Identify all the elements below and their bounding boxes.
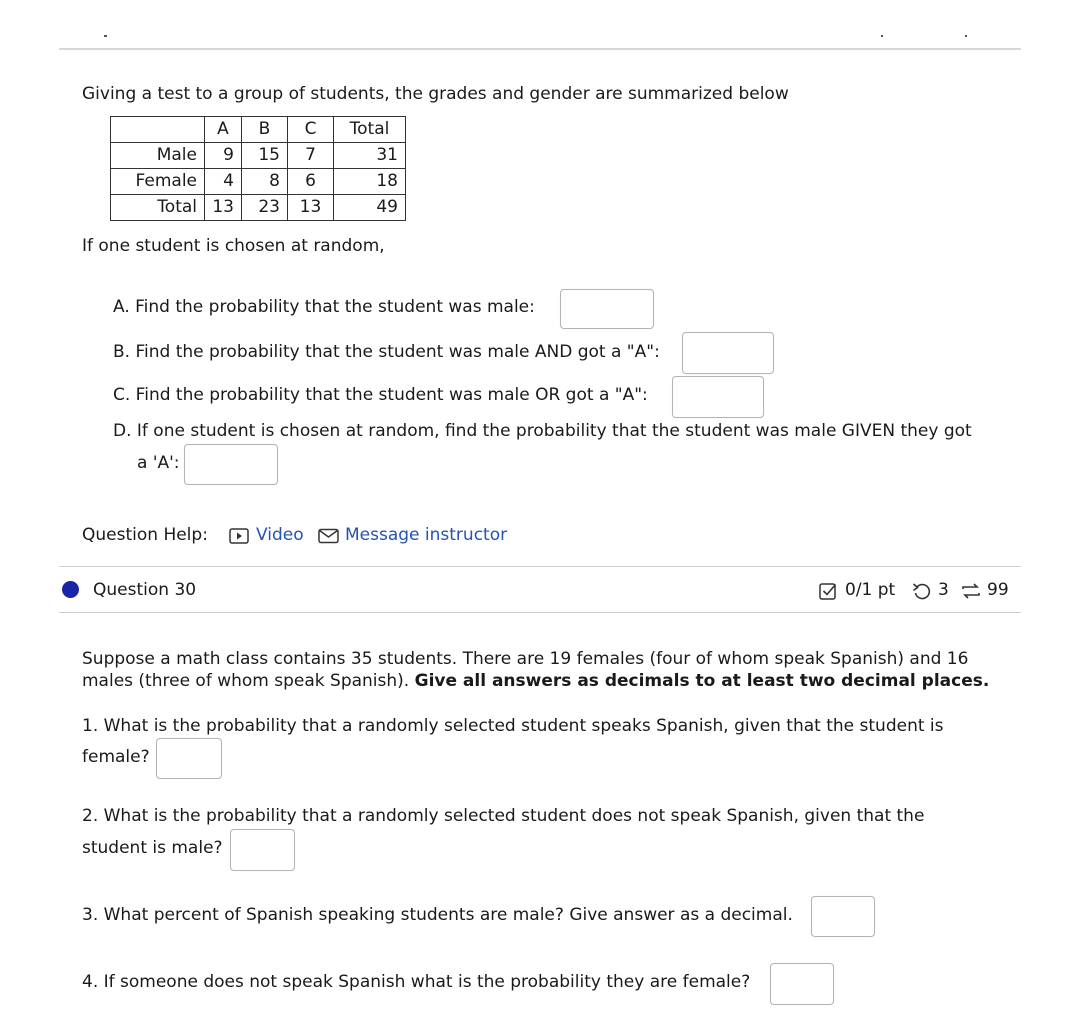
envelope-icon: [318, 528, 339, 544]
table-cell: A: [205, 117, 242, 143]
table-cell: 9: [205, 143, 242, 169]
table-cell: 13: [288, 195, 334, 221]
q1-line1: 1. What is the probability that a randomly selected student speaks Spanish, given that the student is: [82, 716, 944, 736]
top-artifact: [104, 35, 107, 37]
message-instructor-link[interactable]: Message instructor: [345, 525, 508, 545]
part-b-answer-input[interactable]: [682, 332, 774, 374]
part-c-label: C. Find the probability that the student was male OR got a "A":: [113, 385, 648, 405]
q30-intro-line2: [82, 671, 989, 691]
question-title: Question 30: [93, 580, 197, 600]
table-cell: C: [288, 117, 334, 143]
top-divider: [59, 48, 1021, 50]
grades-table: [110, 116, 406, 221]
table-cell: 8: [242, 169, 288, 195]
table-cell: B: [242, 117, 288, 143]
part-b-label: B. Find the probability that the student was male AND got a "A":: [113, 342, 660, 362]
table-row: [111, 195, 406, 221]
part-d-label-line2: a 'A':: [137, 453, 180, 473]
attempts-count: 3: [938, 580, 949, 600]
top-artifact: [965, 35, 967, 37]
part-a-label: A. Find the probability that the student was male:: [113, 297, 535, 317]
video-link[interactable]: Video: [256, 525, 304, 545]
q1-line2: female?: [82, 747, 150, 767]
part-d-answer-input[interactable]: [184, 444, 278, 485]
question-help-label: Question Help:: [82, 525, 208, 545]
part-c-answer-input[interactable]: [672, 376, 764, 418]
table-cell: 6: [288, 169, 334, 195]
q4-text: 4. If someone does not speak Spanish what is the probability they are female?: [82, 972, 751, 992]
table-cell: 13: [205, 195, 242, 221]
table-cell: 15: [242, 143, 288, 169]
table-cell: Female: [111, 169, 205, 195]
table-cell: Total: [111, 195, 205, 221]
question-header-divider: [59, 612, 1021, 613]
question-status-icon: [62, 581, 79, 598]
q3-answer-input[interactable]: [811, 896, 875, 937]
q2-answer-input[interactable]: [230, 829, 295, 871]
play-icon: [229, 528, 249, 544]
table-cell: Total: [334, 117, 406, 143]
table-cell: 31: [334, 143, 406, 169]
table-header-row: [111, 117, 406, 143]
q4-answer-input[interactable]: [770, 963, 834, 1005]
table-cell: Male: [111, 143, 205, 169]
q2-line1: 2. What is the probability that a randomly selected student does not speak Spanish, given that the: [82, 806, 925, 826]
table-cell: 4: [205, 169, 242, 195]
top-artifact: [881, 35, 883, 37]
problem-intro: Giving a test to a group of students, the grades and gender are summarized below: [82, 84, 789, 104]
table-cell: [111, 117, 205, 143]
q2-line2: student is male?: [82, 838, 223, 858]
table-row: [111, 169, 406, 195]
submissions-count: 99: [987, 580, 1009, 600]
table-row: [111, 143, 406, 169]
q3-text: 3. What percent of Spanish speaking students are male? Give answer as a decimal.: [82, 905, 793, 925]
part-a-answer-input[interactable]: [560, 289, 654, 329]
q30-intro-line1: Suppose a math class contains 35 students. There are 19 females (four of whom speak Spanish) and 16: [82, 649, 969, 669]
question-divider: [59, 566, 1021, 567]
table-cell: 7: [288, 143, 334, 169]
table-cell: 49: [334, 195, 406, 221]
undo-icon: [912, 582, 931, 600]
part-d-label-line1: D. If one student is chosen at random, find the probability that the student was male GIVEN they got: [113, 421, 972, 441]
q1-answer-input[interactable]: [156, 738, 222, 779]
chosen-at-random-text: If one student is chosen at random,: [82, 236, 385, 256]
q30-intro-normal: males (three of whom speak Spanish).: [82, 671, 410, 691]
table-cell: 23: [242, 195, 288, 221]
repeat-icon: [960, 582, 982, 600]
q30-intro-bold: Give all answers as decimals to at least two decimal places.: [414, 671, 990, 691]
checkbox-icon: [819, 582, 837, 600]
score-text: 0/1 pt: [845, 580, 896, 600]
table-cell: 18: [334, 169, 406, 195]
